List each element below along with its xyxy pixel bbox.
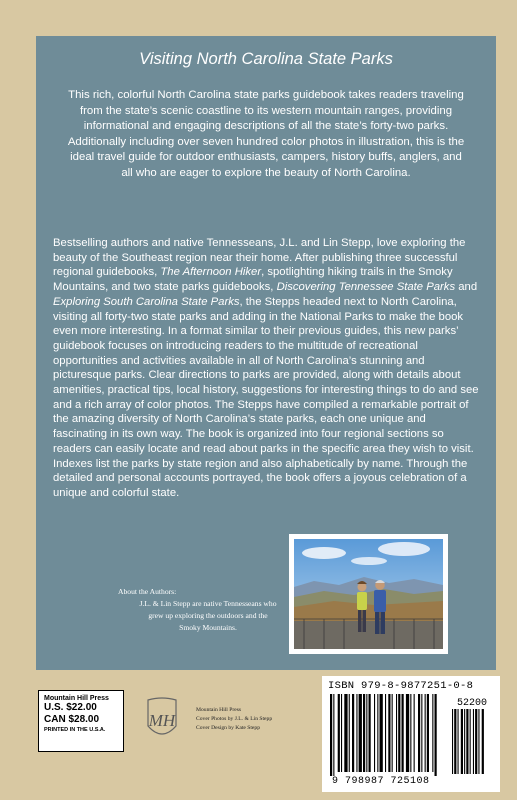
barcode-bar	[359, 694, 362, 772]
barcode-bar	[374, 694, 375, 772]
barcode-supplement-bar	[466, 709, 468, 774]
barcode-bar	[414, 694, 415, 772]
barcode-bar	[369, 694, 371, 772]
back-cover-panel	[36, 36, 496, 670]
barcode-bar	[330, 694, 332, 776]
barcode-bar	[380, 694, 383, 772]
authors-photo	[289, 534, 448, 654]
barcode-bar	[421, 694, 422, 772]
about-line-3: Smoky Mountains.	[179, 623, 237, 632]
printed-in-usa: PRINTED IN THE U.S.A.	[44, 727, 106, 733]
barcode-bar	[338, 694, 340, 772]
barcode-digits: 9 798987 725108	[332, 776, 430, 787]
barcode-bar	[349, 694, 350, 772]
barcode-bar	[356, 694, 357, 772]
barcode-bar	[425, 694, 426, 772]
barcode-bar	[344, 694, 347, 772]
price-box-publisher: Mountain Hill Press	[44, 695, 109, 702]
barcode-bar	[363, 694, 365, 772]
description-text-1: Bestselling authors and native Tennesseans, J.L. and Lin Stepp, love exploring the beauty of the Southeast region near their home. After publishing three successful regional guidebooks,	[53, 237, 466, 279]
can-price: CAN $28.00	[44, 714, 100, 725]
barcode-bar	[385, 694, 386, 772]
barcode-bar	[388, 694, 390, 772]
isbn-text: ISBN 979-8-9877251-0-8	[328, 680, 474, 692]
description-text-2: , spotlighting hiking trails in the Smoky Mountains, and two state parks guidebooks,	[53, 266, 453, 294]
publisher-logo-mark	[142, 696, 182, 744]
about-line-1: J.L. & Lin Stepp are native Tennesseans who	[139, 599, 277, 608]
publisher-logo	[142, 696, 182, 744]
barcode-supplement-bar	[458, 709, 459, 774]
logo-text: MH	[148, 711, 176, 730]
about-heading: About the Authors:	[118, 587, 177, 596]
barcode-supplement-bar	[461, 709, 463, 774]
barcode-supplement-bar	[475, 709, 477, 774]
authors-photo-image	[294, 539, 443, 649]
price-code: 52200	[456, 698, 488, 709]
barcode-bar	[427, 694, 429, 772]
credits-design: Cover Design by Kate Stepp	[196, 725, 261, 731]
barcode-bar	[410, 694, 411, 772]
credits-publisher: Mountain Hill Press	[196, 707, 242, 713]
barcode-bar	[333, 694, 334, 776]
barcode-bar	[406, 694, 409, 772]
barcode-bars	[322, 676, 500, 792]
barcode-bar	[396, 694, 397, 772]
cover-credits	[196, 706, 272, 733]
barcode-bar	[377, 694, 378, 772]
book-title-afternoon-hiker: The Afternoon Hiker	[160, 266, 262, 279]
barcode-bar	[435, 694, 437, 776]
barcode-supplement-bar	[454, 709, 456, 774]
barcode-bar	[392, 694, 393, 772]
book-title: Visiting North Carolina State Parks	[139, 50, 393, 68]
isbn-barcode	[322, 676, 500, 792]
barcode-bar	[352, 694, 354, 772]
about-line-2: grew up exploring the outdoors and the	[148, 611, 268, 620]
book-title-tennessee: Discovering Tennessee State Parks	[276, 281, 456, 294]
barcode-supplement-bar	[452, 709, 453, 774]
barcode-supplement-bar	[470, 709, 471, 774]
price-box	[38, 690, 124, 752]
description-paragraph	[53, 236, 481, 501]
barcode-supplement-bar	[478, 709, 479, 774]
barcode-bar	[366, 694, 367, 772]
credits-photos: Cover Photos by J.L. & Lin Stepp	[196, 716, 273, 722]
us-price: U.S. $22.00	[44, 702, 97, 713]
barcode-bar	[432, 694, 433, 772]
barcode-bar	[341, 694, 342, 772]
about-authors	[118, 586, 298, 634]
intro-paragraph: This rich, colorful North Carolina state parks guidebook takes readers traveling from the state’s scenic coastline to its western mountain ranges, providing informational and engaging descriptions of all the state’s forty-two parks. Additionally including over seven hundred color photos in illustration, this is the ideal travel guide for outdoor enthusiasts, campers, history buffs, anglers, and all who are eager to explore the beauty of North Carolina.	[67, 89, 465, 179]
barcode-supplement-bar	[464, 709, 465, 774]
barcode-bar	[402, 694, 404, 772]
barcode-bar	[418, 694, 420, 772]
barcode-supplement-bar	[473, 709, 474, 774]
description-text-3: and	[455, 281, 478, 294]
book-title-south-carolina: Exploring South Carolina State Parks	[53, 295, 240, 308]
barcode-supplement-bar	[482, 709, 484, 774]
barcode-bar	[398, 694, 400, 772]
description-text-4: , the Stepps headed next to North Carolina, visiting all forty-two state parks and adding in the National Parks to make the book even more interesting. In a format similar to their previous guides, this new parks’ guidebook focuses on introducing readers to the multitude of recreational opportunities and activities available in all of North Carolina’s stunning and picturesque parks. Clear directions to parks are provided, along with details about amenities, practical tips, local history, suggestions for interesting things to do and see and a rich array of color photos. The Stepps have compiled a remarkable portrait of the amazing diversity of North Carolina’s state parks, each one unique and fascinating in its own way. The book is organized into four regional sections so readers can easily locate and read about parks in the specific area they wish to visit. Indexes list the parks by state region and also alphabetically by name. Through the detailed and personal accounts portrayed, the book offers a joyous celebration of a unique and colorful state.	[53, 295, 479, 499]
